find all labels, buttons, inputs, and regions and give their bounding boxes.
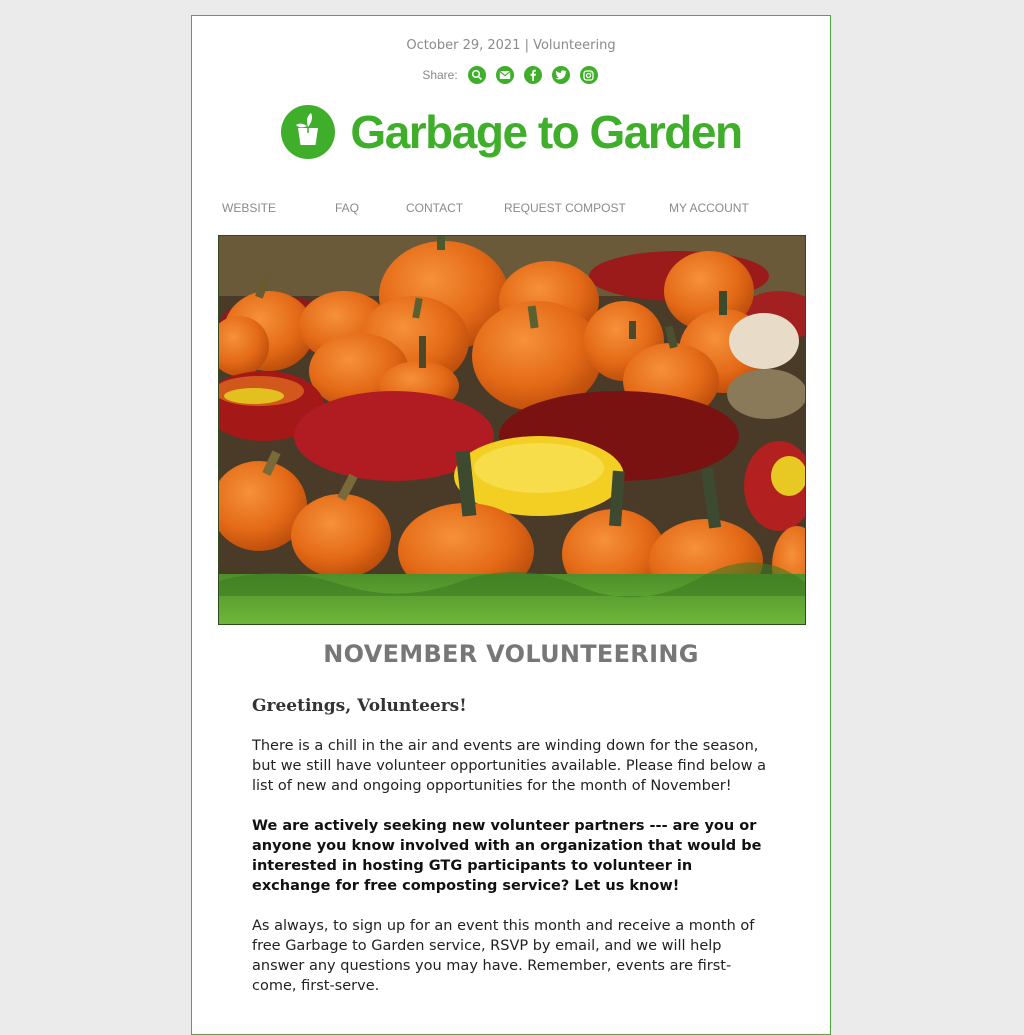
brand-logo[interactable]	[192, 104, 830, 160]
logo-mark-icon	[280, 104, 336, 160]
nav-faq[interactable]: FAQ	[335, 201, 360, 215]
search-icon[interactable]	[468, 66, 486, 84]
nav-my-account[interactable]: MY ACCOUNT	[669, 201, 749, 215]
facebook-icon[interactable]	[524, 66, 542, 84]
nav-request-compost[interactable]: REQUEST COMPOST	[504, 201, 626, 215]
greeting: Greetings, Volunteers!	[252, 696, 467, 716]
email-icon[interactable]	[496, 66, 514, 84]
newsletter-card	[191, 15, 831, 1035]
post-meta: October 29, 2021 | Volunteering	[406, 38, 616, 53]
brand-name: Garbage to Garden	[350, 106, 742, 158]
nav-website[interactable]: WEBSITE	[222, 201, 277, 215]
article-headline: NOVEMBER VOLUNTEERING	[323, 640, 699, 668]
pumpkin-photo	[219, 236, 806, 625]
nav-contact[interactable]: CONTACT	[406, 201, 464, 215]
instagram-icon[interactable]	[580, 66, 598, 84]
article-body	[252, 696, 772, 1016]
top-nav	[192, 201, 830, 217]
twitter-icon[interactable]	[552, 66, 570, 84]
paragraph-intro: There is a chill in the air and events are winding down for the season, but we still have volunteer opportunities available. Please find below a list of new and ongoing opportunities for the month of November!	[252, 738, 767, 794]
paragraph-partners: We are actively seeking new volunteer partners --- are you or anyone you know involved with an organization that would be interested in hosting GTG participants to volunteer in exchange for free composting service? Let us know!	[252, 818, 762, 894]
hero-image	[218, 235, 806, 625]
share-bar	[192, 66, 830, 84]
paragraph-signup: As always, to sign up for an event this month and receive a month of free Garbage to Garden service, RSVP by email, and we will help answer any questions you may have. Remember, events are first-come, first-serve.	[252, 918, 755, 994]
share-label: Share:	[422, 68, 458, 82]
